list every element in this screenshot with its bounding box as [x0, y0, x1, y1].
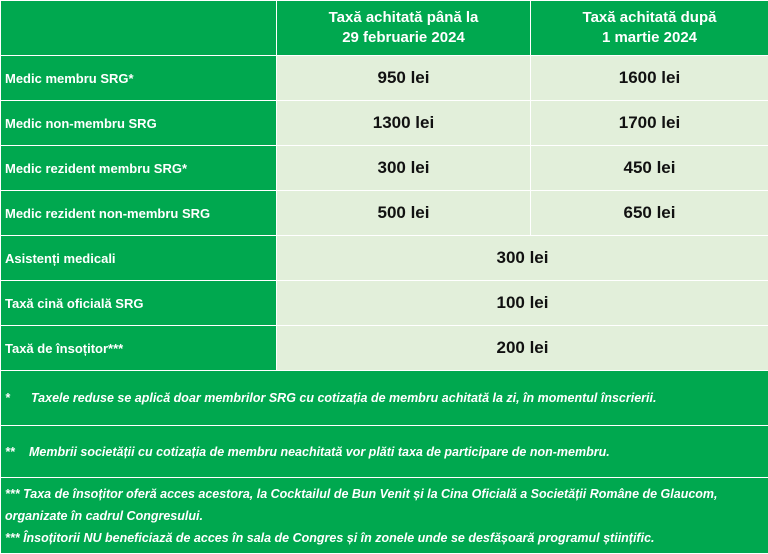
fee-after: 1700 lei [531, 101, 768, 146]
fee-after: 450 lei [531, 146, 768, 191]
note-row [1, 478, 768, 554]
fee-after: 1600 lei [531, 56, 768, 101]
header-blank-cell [1, 1, 277, 56]
footnote-companion [1, 478, 768, 554]
header-before-line2: 29 februarie 2024 [342, 29, 465, 46]
table-row [1, 281, 768, 326]
fee-after: 650 lei [531, 191, 768, 236]
fee-single: 100 lei [277, 281, 768, 326]
footnote-unpaid-members [1, 426, 768, 478]
header-before-line1: Taxă achitată până la [328, 9, 479, 26]
row-label: Taxă de însoțitor*** [1, 326, 277, 371]
row-label: Asistenți medicali [1, 236, 277, 281]
note-row [1, 371, 768, 426]
table-row [1, 326, 768, 371]
footnote-companion-line2: *** Însoțitorii NU beneficiază de acces în sala de Congres și în zonele unde se desfășoară programul științific. [5, 530, 655, 545]
footnote-text: Membrii societății cu cotizația de membru neachitată vor plăti taxa de participare de non-membru. [29, 444, 610, 459]
table-row [1, 236, 768, 281]
footnote-text: Taxele reduse se aplică doar membrilor SRG cu cotizația de membru achitată la zi, în momentul înscrierii. [31, 391, 657, 405]
table-row [1, 146, 768, 191]
header-after-deadline [531, 1, 768, 56]
row-label: Taxă cină oficială SRG [1, 281, 277, 326]
row-label: Medic membru SRG* [1, 56, 277, 101]
footnote-marker: * [5, 391, 10, 405]
header-after-line2: 1 martie 2024 [601, 29, 698, 46]
row-label: Medic rezident non-membru SRG [1, 191, 277, 236]
fee-before: 950 lei [277, 56, 531, 101]
fee-before: 500 lei [277, 191, 531, 236]
table-row [1, 191, 768, 236]
footnote-marker: ** [5, 444, 15, 459]
row-label: Medic rezident membru SRG* [1, 146, 277, 191]
fee-before: 300 lei [277, 146, 531, 191]
footnote-companion-line1: *** Taxa de însoțitor oferă acces acestora, la Cocktailul de Bun Venit și la Cina Oficială a Societății Române de Glaucom, organizate în cadrul Congresului. [5, 486, 718, 523]
table-row [1, 56, 768, 101]
fee-single: 300 lei [277, 236, 768, 281]
row-label: Medic non-membru SRG [1, 101, 277, 146]
header-row [1, 1, 768, 56]
table-row [1, 101, 768, 146]
fee-before: 1300 lei [277, 101, 531, 146]
footnote-reduced-fees [1, 371, 768, 426]
header-before-deadline [277, 1, 531, 56]
fee-single: 200 lei [277, 326, 768, 371]
header-after-line1: Taxă achitată după [582, 9, 717, 26]
note-row [1, 426, 768, 478]
